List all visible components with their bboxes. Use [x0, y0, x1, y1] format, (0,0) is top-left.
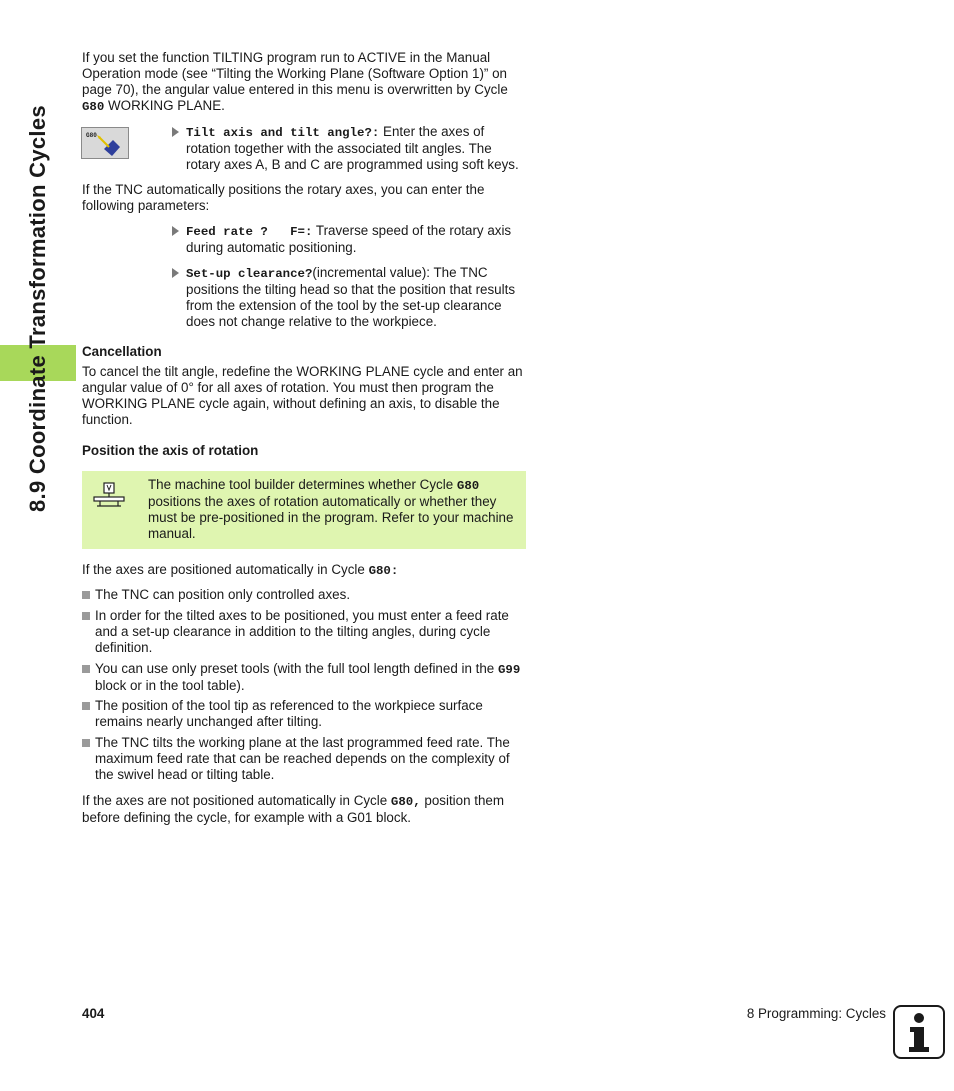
section-side-title: 8.9 Coordinate Transformation Cycles	[25, 105, 50, 512]
list-item-text-1: You can use only preset tools (with the full tool length defined in the	[95, 661, 498, 676]
list-item-text: The position of the tool tip as referenced to the workpiece surface remains nearly unchanged after tilting.	[95, 698, 483, 729]
list-item-text	[82, 661, 528, 694]
cancellation-text: To cancel the tilt angle, redefine the WORKING PLANE cycle and enter an angular value of 0° for all axes of rotation. You must then program the WORKING PLANE cycle again, without defining an axis, to disable the function.	[82, 364, 523, 427]
param-arrow-icon	[172, 226, 179, 236]
param-arrow-icon	[172, 268, 179, 278]
bullet-square-icon	[82, 739, 90, 747]
footer-chapter: 8 Programming: Cycles	[746, 1006, 886, 1021]
list-item	[82, 735, 528, 783]
info-icon	[893, 1005, 945, 1059]
auto-line-code: G80:	[368, 564, 399, 578]
param-setup-label: Set-up clearance?	[186, 267, 313, 281]
param-feed-label: Feed rate ? F=:	[186, 225, 313, 239]
list-item-text: In order for the tilted axes to be positioned, you must enter a feed rate and a set-up clearance in addition to the tilting angles, during cycle definition.	[95, 608, 509, 655]
param-tilt-label: Tilt axis and tilt angle?:	[186, 126, 380, 140]
intro-code: G80	[82, 100, 105, 114]
list-item-text: The TNC can position only controlled axes.	[95, 587, 351, 602]
param-setup-clearance	[172, 265, 528, 330]
note-text-2: positions the axes of rotation automatically or whether they must be pre-positioned in the program. Refer to your machine manual.	[148, 494, 514, 541]
bullet-square-icon	[82, 665, 90, 673]
intro-text-1: If you set the function TILTING program run to ACTIVE in the Manual Operation mode (see “Tilting the Working Plane (Software Option 1)” on page 70), the angular value entered in this menu is overwritten by Cycle	[82, 50, 508, 97]
bullet-square-icon	[82, 702, 90, 710]
not-auto-code: G80,	[390, 795, 421, 809]
list-item	[82, 698, 528, 730]
machine-tool-icon	[92, 482, 126, 508]
cancellation-heading: Cancellation	[82, 344, 162, 359]
not-auto-text-1: If the axes are not positioned automatically in Cycle	[82, 793, 391, 808]
tilt-axis-softkey-icon	[81, 127, 129, 159]
param-arrow-icon	[172, 127, 179, 137]
intro-text-2: WORKING PLANE.	[104, 98, 225, 113]
list-item-code: G99	[497, 663, 521, 677]
param-tilt-text: Enter the axes of rotation together with the associated tilt angles. The rotary axes A, B and C are programmed using soft keys.	[186, 124, 519, 172]
auto-position-intro: If the TNC automatically positions the rotary axes, you can enter the following parameters:	[82, 182, 485, 213]
tilt-axis-graphic-icon	[82, 128, 128, 158]
list-item	[82, 608, 528, 656]
bullet-square-icon	[82, 591, 90, 599]
param-feed-text: Traverse speed of the rotary axis during automatic positioning.	[186, 223, 512, 255]
bullet-square-icon	[82, 612, 90, 620]
note-code: G80	[456, 479, 480, 493]
page-number: 404	[82, 1006, 105, 1021]
intro-paragraph	[82, 50, 527, 115]
list-item	[82, 661, 528, 694]
machine-note-box	[82, 471, 526, 549]
auto-line-text: If the axes are positioned automatically in Cycle	[82, 562, 369, 577]
not-auto-text-2: position them before defining the cycle, for example with a G01 block.	[82, 793, 505, 825]
list-item-text: The TNC tilts the working plane at the last programmed feed rate. The maximum feed rate that can be reached depends on the complexity of the swivel head or tilting table.	[95, 735, 510, 782]
param-feed-rate	[172, 223, 528, 256]
position-axis-heading: Position the axis of rotation	[82, 443, 259, 458]
list-item-text-2: block or in the tool table).	[95, 678, 245, 693]
param-setup-text: (incremental value): The TNC positions the tilting head so that the position that results from the extension of the tool by the set-up clearance does not change relative to the workpiece.	[186, 265, 516, 329]
not-auto-paragraph	[82, 793, 527, 826]
param-tilt-axis	[172, 124, 528, 173]
machine-note-text	[148, 477, 520, 542]
list-item	[82, 587, 528, 603]
note-text-1: The machine tool builder determines whether Cycle	[148, 477, 457, 492]
auto-positioned-line	[82, 562, 527, 579]
softkey-label: G80	[86, 132, 97, 139]
info-glyph-icon	[895, 1007, 943, 1057]
